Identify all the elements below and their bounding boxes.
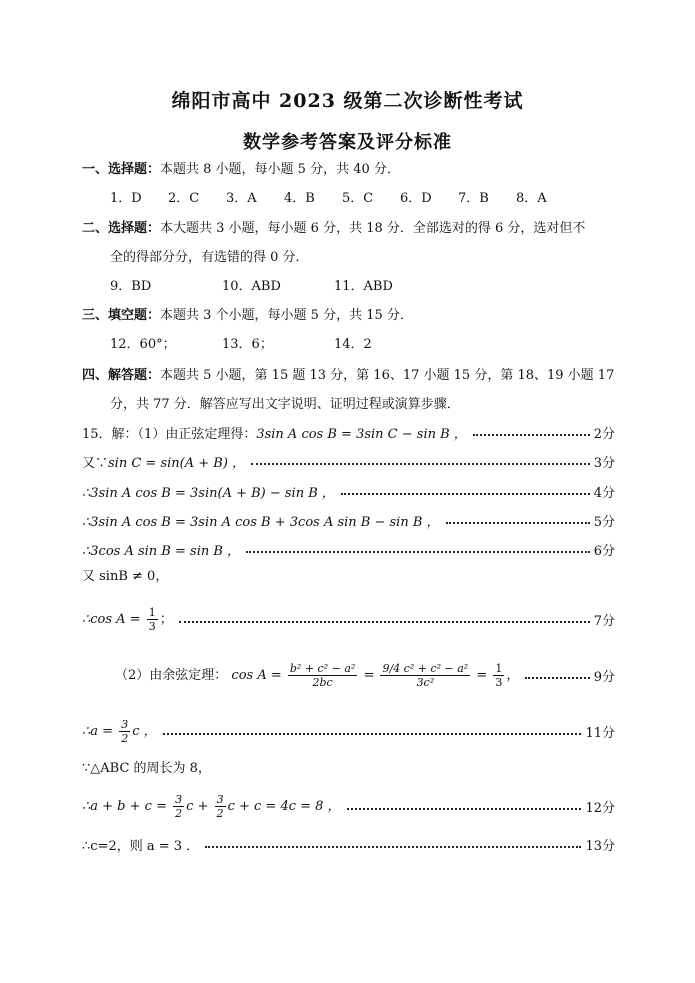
q15-l9-pre: ∴a = bbox=[82, 723, 114, 739]
fraction: $\frac{\text{b² + c² − a²}}{2bc}$ bbox=[289, 661, 356, 689]
answer-10: 10．ABD bbox=[222, 279, 281, 294]
answer-3: 3．A bbox=[226, 191, 257, 206]
section2-answers bbox=[110, 277, 393, 297]
q15-l11-post: c + c = 4c = 8 ， bbox=[227, 798, 341, 814]
q15-line-12 bbox=[82, 833, 615, 855]
q15-l8-points: 9分 bbox=[593, 669, 615, 685]
exam-subtitle: 数学参考答案及评分标准 bbox=[243, 132, 452, 153]
leader-dots bbox=[341, 491, 590, 495]
q15-line-5 bbox=[82, 538, 615, 560]
q15-line-7 bbox=[82, 604, 615, 634]
q15-line-3 bbox=[82, 480, 615, 502]
section1-text: 本题共 8 小题，每小题 5 分，共 40 分． bbox=[160, 162, 400, 177]
section2-text-line2: 全的得部分分，有选错的得 0 分． bbox=[110, 250, 309, 265]
leader-dots bbox=[205, 844, 581, 848]
q15-l8-post: ， bbox=[506, 667, 520, 683]
q15-line-4 bbox=[82, 509, 615, 531]
fraction: $\frac{\text{9/4 c² + c² − a²}}{\text{3c²}}$ bbox=[382, 661, 469, 689]
section3-header bbox=[82, 306, 413, 326]
q15-part1-label: （1）由正弦定理得： bbox=[137, 426, 257, 442]
answer-8: 8．A bbox=[516, 191, 547, 206]
q15-l5-points: 6分 bbox=[593, 543, 615, 559]
answer-9: 9．BD bbox=[110, 279, 152, 294]
q15-l8-pre: cos A = bbox=[231, 667, 282, 683]
q15-line-2 bbox=[82, 450, 615, 472]
answer-4: 4．B bbox=[284, 191, 315, 206]
answer-7: 7．B bbox=[458, 191, 489, 206]
q15-l7-post: ； bbox=[159, 611, 173, 627]
fraction: $\frac{3}{2}$ bbox=[216, 792, 224, 820]
leader-dots bbox=[347, 806, 582, 810]
section2-label: 二、选择题： bbox=[82, 221, 161, 236]
q15-label: 15．解： bbox=[82, 426, 138, 442]
section4-header bbox=[82, 366, 614, 386]
q15-l9-points: 11分 bbox=[585, 725, 615, 741]
q15-l7-pre: ∴cos A = bbox=[82, 611, 141, 627]
section4-text-line2: 分，共 77 分．解答应写出文字说明、证明过程或演算步骤． bbox=[110, 397, 460, 412]
section1-header bbox=[82, 160, 400, 180]
q15-l4-points: 5分 bbox=[593, 514, 615, 530]
q15-l11-mid: c + bbox=[186, 798, 209, 814]
section1-answers bbox=[110, 189, 574, 209]
leader-dots bbox=[525, 675, 589, 679]
answer-13: 13．6； bbox=[222, 337, 273, 352]
q15-l1-expr: 3sin A cos B = 3sin C − sin B ， bbox=[256, 426, 467, 442]
q15-line-6: 又 sinB ≠ 0， bbox=[82, 569, 169, 584]
q15-l2-expr: sin C = sin(A + B) ， bbox=[108, 455, 246, 471]
q15-line-1 bbox=[82, 421, 615, 443]
q15-line-10: ∵△ABC 的周长为 8， bbox=[82, 761, 211, 776]
fraction: $\frac{3}{2}$ bbox=[175, 792, 183, 820]
q15-line-9 bbox=[82, 716, 615, 746]
answer-11: 11．ABD bbox=[334, 279, 393, 294]
section4-label: 四、解答题： bbox=[82, 368, 161, 383]
answer-1: 1．D bbox=[110, 191, 142, 206]
section3-label: 三、填空题： bbox=[82, 308, 161, 323]
section4-text-line1: 本题共 5 小题，第 15 题 13 分，第 16、17 小题 15 分，第 18、19 小题 17 bbox=[160, 368, 615, 383]
exam-title: 绵阳市高中 2023 级第二次诊断性考试 bbox=[171, 90, 524, 112]
answer-6: 6．D bbox=[400, 191, 432, 206]
q15-l4-expr: ∴3sin A cos B = 3sin A cos B + 3cos A sin B − sin B ， bbox=[82, 514, 440, 530]
fraction: $\frac{1}{3}$ bbox=[495, 661, 503, 689]
section3-answers bbox=[110, 335, 372, 355]
leader-dots bbox=[179, 619, 590, 623]
leader-dots bbox=[163, 731, 582, 735]
q15-l11-pre: ∴a + b + c = bbox=[82, 798, 167, 814]
fraction: $\frac{3}{2}$ bbox=[121, 717, 129, 745]
q15-l2-points: 3分 bbox=[593, 455, 615, 471]
q15-l9-post: c ， bbox=[132, 723, 157, 739]
section1-label: 一、选择题： bbox=[82, 162, 161, 177]
section2-text-line1: 本大题共 3 小题，每小题 6 分，共 18 分．全部选对的得 6 分，选对但不 bbox=[160, 221, 586, 236]
q15-l12-expr: ∴c=2，则 a = 3 ． bbox=[82, 838, 200, 854]
q15-l12-points: 13分 bbox=[585, 838, 615, 854]
section3-text: 本题共 3 个小题，每小题 5 分，共 15 分． bbox=[160, 308, 413, 323]
leader-dots bbox=[446, 520, 590, 524]
leader-dots bbox=[473, 432, 590, 436]
fraction: $\frac{1}{3}$ bbox=[148, 605, 156, 633]
q15-l7-points: 7分 bbox=[593, 613, 615, 629]
section2-header bbox=[82, 219, 585, 239]
q15-l2-pre: 又∵ bbox=[82, 455, 109, 471]
q15-l5-expr: ∴3cos A sin B = sin B ， bbox=[82, 543, 241, 559]
q15-l11-points: 12分 bbox=[585, 800, 615, 816]
answer-14: 14．2 bbox=[334, 337, 372, 352]
answer-2: 2．C bbox=[168, 191, 200, 206]
q15-line-8: （2）由余弦定理： cos A = $\frac{\text{b² + c² − a²}}{2bc}$ = $\frac{\text{9/4 c² + c² − a²}}{\text{3c²}}$ = $\frac{1}{3}$ ， 9分 bbox=[115, 661, 615, 689]
q15-line-11 bbox=[82, 791, 615, 821]
leader-dots bbox=[251, 461, 590, 465]
q15-l1-points: 2分 bbox=[593, 426, 615, 442]
answer-12: 12．60°； bbox=[110, 337, 176, 352]
q15-part2-label: （2）由余弦定理： bbox=[115, 667, 228, 683]
q15-l3-expr: ∴3sin A cos B = 3sin(A + B) − sin B ， bbox=[82, 485, 335, 501]
leader-dots bbox=[246, 549, 590, 553]
answer-5: 5．C bbox=[342, 191, 374, 206]
q15-l3-points: 4分 bbox=[593, 485, 615, 501]
